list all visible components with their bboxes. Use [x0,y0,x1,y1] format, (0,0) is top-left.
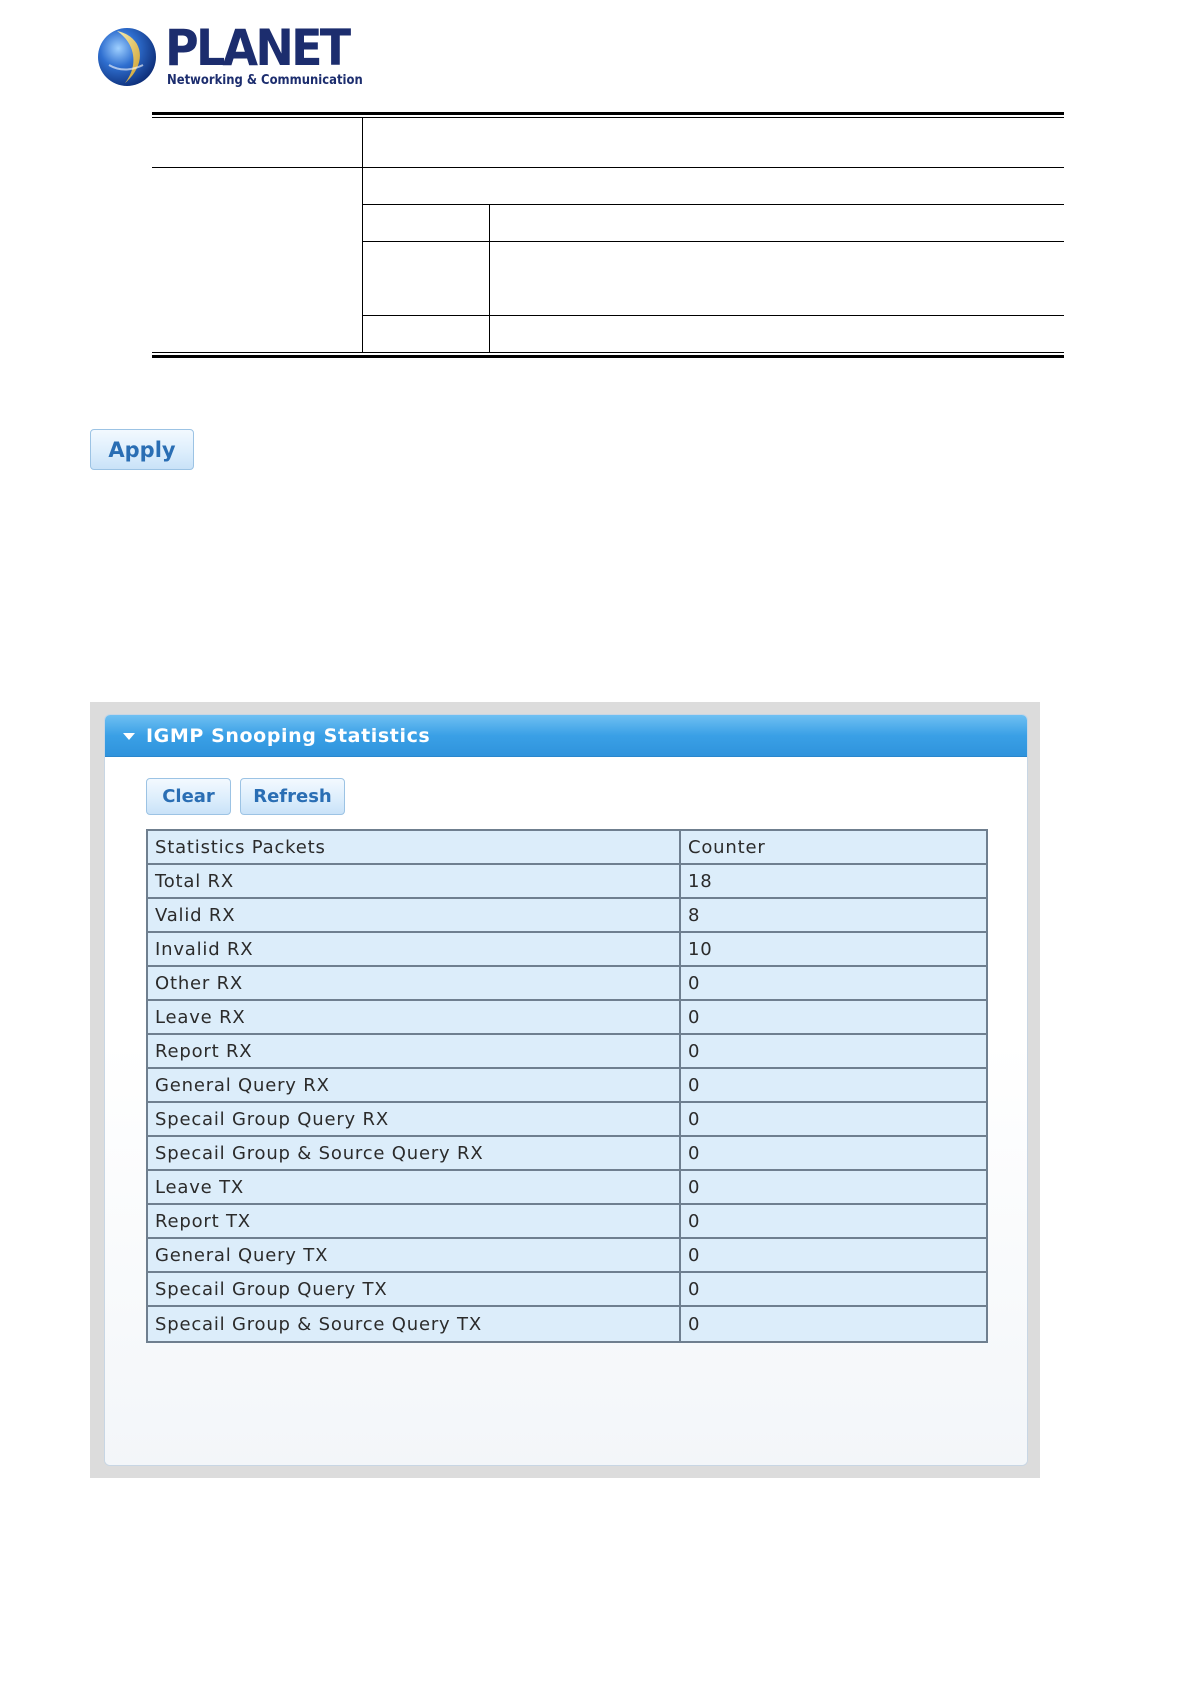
column-header-counter: Counter [681,831,986,865]
table-row-line [362,241,1064,242]
row-counter: 0 [681,1137,986,1171]
row-label: Specail Group Query RX [148,1103,681,1137]
apply-button[interactable]: Apply [90,429,194,470]
row-counter: 0 [681,1273,986,1307]
row-counter: 0 [681,967,986,1001]
igmp-statistics-panel [104,714,1028,1466]
row-counter: 10 [681,933,986,967]
document-table [152,112,1064,358]
table-row-line [362,315,1064,316]
table-row [148,899,986,933]
table-rule-bottom [152,355,1064,358]
row-label: Other RX [148,967,681,1001]
row-label: General Query RX [148,1069,681,1103]
row-label: Report TX [148,1205,681,1239]
row-label: Invalid RX [148,933,681,967]
screenshot-frame [90,702,1040,1478]
table-row [148,933,986,967]
panel-title: IGMP Snooping Statistics [146,725,431,747]
table-rule-top-thin [152,117,1064,118]
row-counter: 0 [681,1035,986,1069]
row-label: Specail Group & Source Query TX [148,1307,681,1341]
row-label: Leave RX [148,1001,681,1035]
table-row [148,1001,986,1035]
column-header-statistics-packets: Statistics Packets [148,831,681,865]
panel-header[interactable] [105,715,1027,757]
planet-logo [95,19,363,92]
row-label: Specail Group Query TX [148,1273,681,1307]
row-counter: 8 [681,899,986,933]
row-label: Valid RX [148,899,681,933]
table-row [148,865,986,899]
row-label: Specail Group & Source Query RX [148,1137,681,1171]
row-counter: 0 [681,1205,986,1239]
row-label: Report RX [148,1035,681,1069]
clear-button[interactable]: Clear [146,778,231,815]
row-label: General Query TX [148,1239,681,1273]
table-row [148,1307,986,1341]
row-counter: 0 [681,1239,986,1273]
row-counter: 18 [681,865,986,899]
table-col-line [489,204,490,353]
table-col-line [362,117,363,353]
row-counter: 0 [681,1069,986,1103]
row-label: Total RX [148,865,681,899]
collapse-triangle-icon[interactable] [123,733,135,740]
refresh-button[interactable]: Refresh [240,778,345,815]
table-row [148,1205,986,1239]
globe-logo-icon [95,25,159,89]
table-rule-bottom-thin [152,352,1064,353]
table-row [148,1273,986,1307]
table-row [148,1035,986,1069]
table-row [148,1239,986,1273]
logo-brand-text: PLANET [165,19,349,77]
table-row [148,1069,986,1103]
table-row [148,1171,986,1205]
row-counter: 0 [681,1001,986,1035]
row-label: Leave TX [148,1171,681,1205]
table-row-line [362,204,1064,205]
table-row [148,1137,986,1171]
table-row-line [152,167,1064,168]
row-counter: 0 [681,1307,986,1341]
statistics-table [146,829,988,1343]
table-header-row [148,831,986,865]
row-counter: 0 [681,1171,986,1205]
logo-tagline: Networking & Communication [167,72,363,88]
table-row [148,1103,986,1137]
row-counter: 0 [681,1103,986,1137]
table-rule-top [152,112,1064,115]
table-row [148,967,986,1001]
